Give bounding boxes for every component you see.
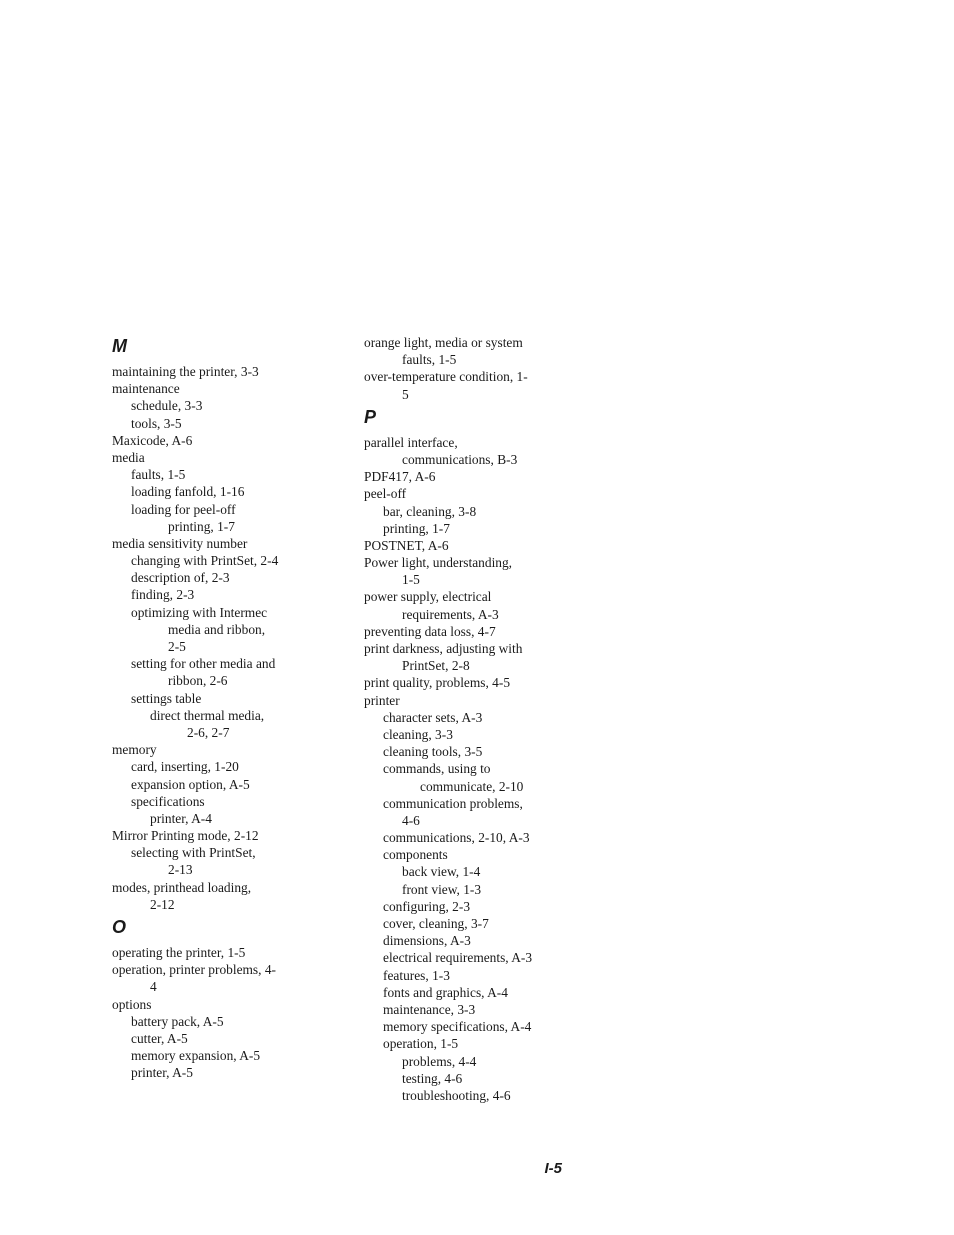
index-entry: PDF417, A-6 — [364, 469, 436, 485]
index-entry: media sensitivity number — [112, 535, 248, 551]
index-subentry: loading for peel-off — [131, 501, 236, 517]
index-subentry: requirements, A-3 — [402, 606, 499, 622]
index-subentry: character sets, A-3 — [383, 709, 483, 725]
index-subentry: direct thermal media, — [150, 707, 265, 723]
index-entry: print darkness, adjusting with — [364, 641, 523, 656]
index-subentry: communicate, 2-10 — [420, 778, 524, 794]
section-letter: M — [112, 336, 127, 356]
index-subentry: 2-13 — [168, 862, 193, 878]
index-entry: maintaining the printer, 3-3 — [112, 364, 259, 379]
index-subentry: 2-5 — [168, 639, 186, 654]
index-subentry: battery pack, A-5 — [131, 1013, 224, 1029]
index-subentry: ribbon, 2-6 — [168, 673, 228, 689]
index-subentry: finding, 2-3 — [131, 587, 195, 603]
index-subentry: maintenance, 3-3 — [383, 1001, 476, 1017]
index-subentry: fonts and graphics, A-4 — [383, 984, 508, 1000]
index-subentry: printer, A-4 — [150, 810, 212, 826]
page-number: I-5 — [544, 1160, 562, 1177]
index-subentry: commands, using to — [383, 761, 491, 777]
index-subentry: cleaning, 3-3 — [383, 726, 453, 742]
index-subentry: problems, 4-4 — [402, 1053, 477, 1069]
index-entry: memory — [112, 742, 157, 758]
index-subentry: memory expansion, A-5 — [131, 1048, 261, 1064]
index-subentry: card, inserting, 1-20 — [131, 759, 239, 775]
index-entry: over-temperature condition, 1- — [364, 369, 528, 385]
index-subentry: settings table — [131, 690, 202, 706]
index-subentry: components — [383, 847, 448, 863]
index-entry: printer — [364, 692, 400, 708]
index-subentry: 2-6, 2-7 — [187, 724, 230, 740]
index-entry: POSTNET, A-6 — [364, 537, 449, 553]
index-subentry: back view, 1-4 — [402, 864, 481, 880]
index-subentry: troubleshooting, 4-6 — [402, 1087, 511, 1103]
index-subentry: 4-6 — [402, 812, 420, 828]
index-subentry: media and ribbon, — [168, 621, 266, 637]
index-column-right — [364, 334, 579, 1104]
section-letter: O — [112, 917, 127, 937]
index-subentry: changing with PrintSet, 2-4 — [131, 553, 279, 569]
index-subentry: selecting with PrintSet, — [131, 845, 256, 861]
index-entry: parallel interface, — [364, 434, 458, 450]
index-entry: operating the printer, 1-5 — [112, 945, 246, 960]
index-subentry: tools, 3-5 — [131, 415, 182, 431]
section-letter: P — [364, 406, 377, 427]
index-subentry: features, 1-3 — [383, 967, 450, 983]
index-subentry: cover, cleaning, 3-7 — [383, 916, 489, 931]
index-subentry: optimizing with Intermec — [131, 604, 268, 620]
index-subentry: schedule, 3-3 — [131, 398, 203, 414]
index-subentry: 5 — [402, 386, 409, 402]
index-subentry: dimensions, A-3 — [383, 933, 471, 949]
index-subentry: cutter, A-5 — [131, 1030, 188, 1046]
index-subentry: operation, 1-5 — [383, 1036, 459, 1052]
index-subentry: description of, 2-3 — [131, 570, 230, 586]
index-entry: print quality, problems, 4-5 — [364, 675, 511, 691]
index-entry: peel-off — [364, 486, 407, 502]
index-subentry: specifications — [131, 793, 205, 809]
index-entry: preventing data loss, 4-7 — [364, 623, 496, 639]
index-subentry: printing, 1-7 — [168, 518, 235, 534]
index-subentry: printing, 1-7 — [383, 520, 450, 536]
index-subentry: cleaning tools, 3-5 — [383, 744, 483, 760]
index-subentry: expansion option, A-5 — [131, 776, 250, 792]
index-subentry: configuring, 2-3 — [383, 898, 471, 914]
index-subentry: memory specifications, A-4 — [383, 1019, 532, 1035]
index-subentry: faults, 1-5 — [402, 352, 457, 368]
index-entry: Mirror Printing mode, 2-12 — [112, 828, 259, 844]
index-subentry: communications, B-3 — [402, 451, 518, 467]
index-subentry: testing, 4-6 — [402, 1070, 463, 1086]
index-entry: Power light, understanding, — [364, 555, 513, 571]
index-subentry: front view, 1-3 — [402, 881, 482, 897]
index-entry: Maxicode, A-6 — [112, 432, 193, 448]
index-subentry: loading fanfold, 1-16 — [131, 484, 245, 500]
index-entry: operation, printer problems, 4- — [112, 962, 276, 978]
index-column-left — [112, 334, 327, 1082]
index-subentry: communication problems, — [383, 795, 523, 811]
index-subentry: faults, 1-5 — [131, 467, 186, 483]
index-subentry: communications, 2-10, A-3 — [383, 830, 530, 846]
index-entry: maintenance — [112, 381, 180, 397]
index-subentry: PrintSet, 2-8 — [402, 658, 470, 674]
index-entry: options — [112, 996, 152, 1012]
index-subentry: setting for other media and — [131, 656, 276, 672]
index-subentry: 1-5 — [402, 572, 420, 588]
index-subentry: bar, cleaning, 3-8 — [383, 503, 477, 519]
index-subentry: 2-12 — [150, 896, 175, 912]
index-subentry: printer, A-5 — [131, 1065, 193, 1081]
index-subentry: 4 — [150, 979, 157, 995]
index-entry: orange light, media or system — [364, 335, 523, 350]
index-entry: modes, printhead loading, — [112, 879, 252, 895]
index-subentry: electrical requirements, A-3 — [383, 950, 533, 966]
index-entry: power supply, electrical — [364, 589, 492, 605]
index-entry: media — [112, 449, 145, 465]
